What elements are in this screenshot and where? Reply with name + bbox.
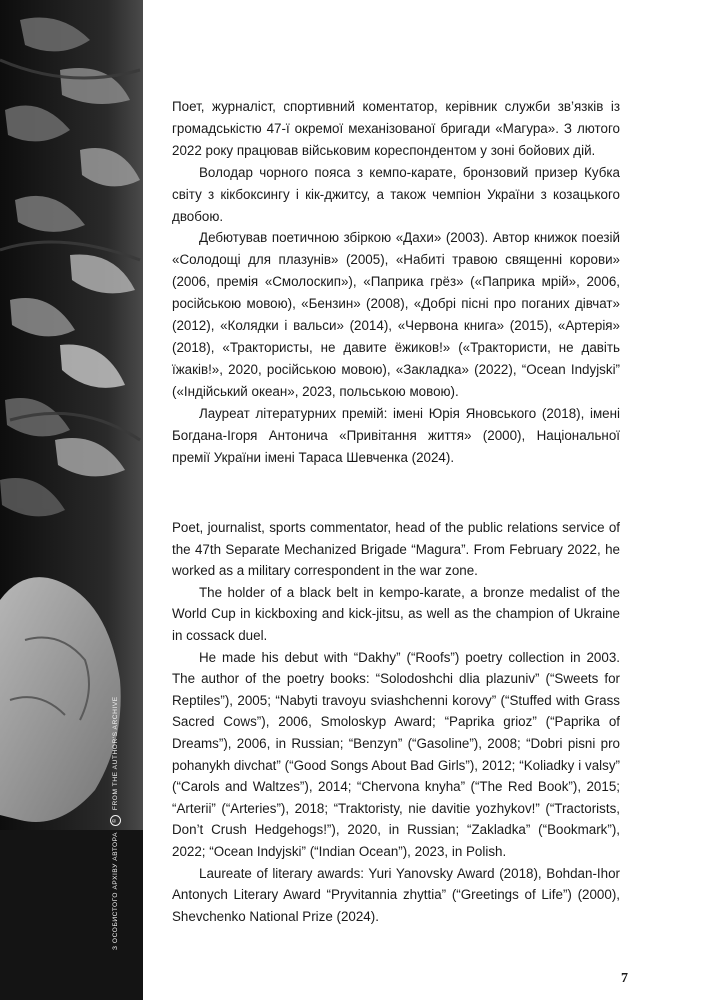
bio-uk-paragraph: Володар чорного пояса з кемпо-карате, бронзовий призер Кубка світу з кікбоксингу і кік-джитсу, а також чемпіон України з козацького двобою. [172,164,620,224]
bio-en-paragraph: Laureate of literary awards: Yuri Yanovsky Award (2018), Bohdan-Ihor Antonych Literary Award “Pryvitannia zhyttia” (“Greetings of Life”) (2000), Shevchenko National Prize (2024). [172,865,620,924]
bio-en-paragraph: He made his debut with “Dakhy” (“Roofs”) poetry collection in 2003. The author of the poetry books: “Solodoshchi dlia plazuniv” (“Sweets for Reptiles”), 2005; “Nabyti travoyu sviashchenni korovy” (“Stuffed with Grass Sacred Cows”), 2006, Smoloskyp Award; “Paprika grioz” (“Paprika of Dreams”), 2006, in Russian; “Benzyn” (“Gasoline”), 2008; “Dobri pisni pro pohanykh divchat” (“Good Songs About Bad Girls”), 2012; “Koliadky i valsy” (“Carols and Waltzes”), 2014; “Chervona knyha” (“The Red Book”), 2015; “Arterii” (“Arteries”), 2018; “Traktoristy, nie davitie yozhykov!” (“Tractorists, Don’t Crush Hedgehogs!”), 2020, in Russian; “Zakladka” (“Bookmark”), 2022; “Ocean Indyjski” (“Indian Ocean”), 2023, in Polish. [172,649,620,859]
bio-uk-paragraph: Лауреат літературних премій: імені Юрія Яновського (2018), імені Богдана-Ігоря Антонича «Привітання життя» (2000), Національної премії України імені Тараса Шевченка (2024). [172,405,620,465]
photo-credit-en: FROM THE AUTHOR'S ARCHIVE [112,696,119,811]
bio-uk-paragraph: Дебютував поетичною збіркою «Дахи» (2003). Автор книжок поезій «Солодощі для плазунів» (2005), «Набиті травою священні корови» (2006, премія «Смолоскип»), «Паприка грёз» («Паприка мрій», 2006, російською мовою), «Бензин» (2008), «Добрі пісні про поганих дівчат» (2012), «Колядки і вальси» (2014), «Червона книга» (2015), «Артерія» (2018), «Трактористы, не давите ёжиков!» («Трактористи, не давіть їжаків!», 2020, російською мовою), «Закладка» (2022), “Ocean Indyjski” («Індійський океан», 2023, польською мовою). [172,230,620,399]
photo-credit-uk: З ОСОБИСТОГО АРХІВУ АВТОРА [112,831,119,950]
page-number: 7 [621,971,628,986]
bio-uk-paragraph: Поет, журналіст, спортивний коментатор, керівник служби зв’язків із громадськістю 47-ї окремої механізованої бригади «Магура». З лютого 2022 року працював військовим кореспондентом у зоні бойових дій. [172,99,620,158]
photo-credit [107,620,125,950]
bio-ukrainian [172,96,620,468]
author-photo [0,0,143,1000]
bio-en-paragraph: Poet, journalist, sports commentator, head of the public relations service of the 47th Separate Mechanized Brigade “Magura”. From February 2022, he worked as a military correspondent in the war zone. [172,520,620,579]
bio-en-paragraph: The holder of a black belt in kempo-karate, a bronze medalist of the World Cup in kickboxing and kick-jitsu, as well as the champion of Ukraine in cossack duel. [172,584,620,643]
bio-english [172,517,620,927]
copyright-icon: © [110,815,121,826]
